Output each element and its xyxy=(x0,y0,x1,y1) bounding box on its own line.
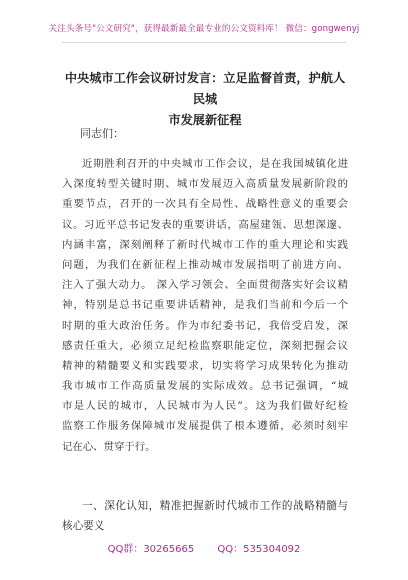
paragraph-line: 感责任重大，必须立足纪检监察职能定位，深刻把握会议 xyxy=(62,339,348,352)
qq-group-number: QQ群：30265665 xyxy=(107,544,195,555)
title-line: 市发展新征程 xyxy=(168,113,242,127)
paragraph-line: 市是人民的城市，人民城市为人民”。这为我们做好纪检 xyxy=(62,400,348,413)
qq-number: QQ：535304092 xyxy=(217,544,301,555)
paragraph-line: 近期胜利召开的中央城市工作会议，是在我国城镇化进 xyxy=(82,158,348,170)
paragraph-line: 监察工作服务保障城市发展提供了根本遵循，必须时刻牢 xyxy=(62,420,348,433)
paragraph-line: 重要节点，召开的一次具有全局性、战略性意义的重要会 xyxy=(62,198,348,211)
paragraph-line: 记在心、贯穿于行。 xyxy=(62,440,156,453)
section-heading xyxy=(62,496,348,536)
paragraph-line: 入深度转型关键时期、城市发展迈入高质量发展新阶段的 xyxy=(62,178,348,191)
paragraph-line: 内涵丰富，深刻阐释了新时代城市工作的重大理论和实践 xyxy=(62,238,348,251)
header-divider xyxy=(62,42,346,43)
title-line: 中央城市工作会议研讨发言：立足监督首责，护航人民城 xyxy=(64,71,346,106)
header-promo-note: 关注头条号"公文研究"，获得最新最全最专业的公文资料库！ 微信：gongwenyj xyxy=(48,24,360,34)
paragraph-line: 我市城市工作高质量发展的实际成效。总书记强调，“城 xyxy=(62,380,348,393)
section-heading-line: 核心要义 xyxy=(62,520,105,533)
paragraph-line: 问题，为我们在新征程上推动城市发展指明了前进方向、 xyxy=(62,258,348,271)
salutation: 同志们： xyxy=(80,127,124,140)
paragraph-line: 精神的精髓要义和实践要求，切实将学习成果转化为推动 xyxy=(62,359,348,372)
paragraph-line: 注入了强大动力。 深入学习领会、全面贯彻落实好会议精 xyxy=(62,279,348,292)
paragraph-line: 时期的重大政治任务。作为市纪委书记，我倍受启发，深 xyxy=(62,319,348,332)
paragraph-line: 神，特别是总书记重要讲话精神，是我们当前和今后一个 xyxy=(62,299,348,312)
paragraph-line: 议。习近平总书记发表的重要讲话，高屋建瓴、思想深邃、 xyxy=(62,218,348,231)
footer-contact xyxy=(0,540,408,555)
section-heading-line: 一、深化认知，精准把握新时代城市工作的战略精髓与 xyxy=(82,500,348,512)
document-title xyxy=(60,68,350,131)
body-paragraph xyxy=(62,154,348,457)
